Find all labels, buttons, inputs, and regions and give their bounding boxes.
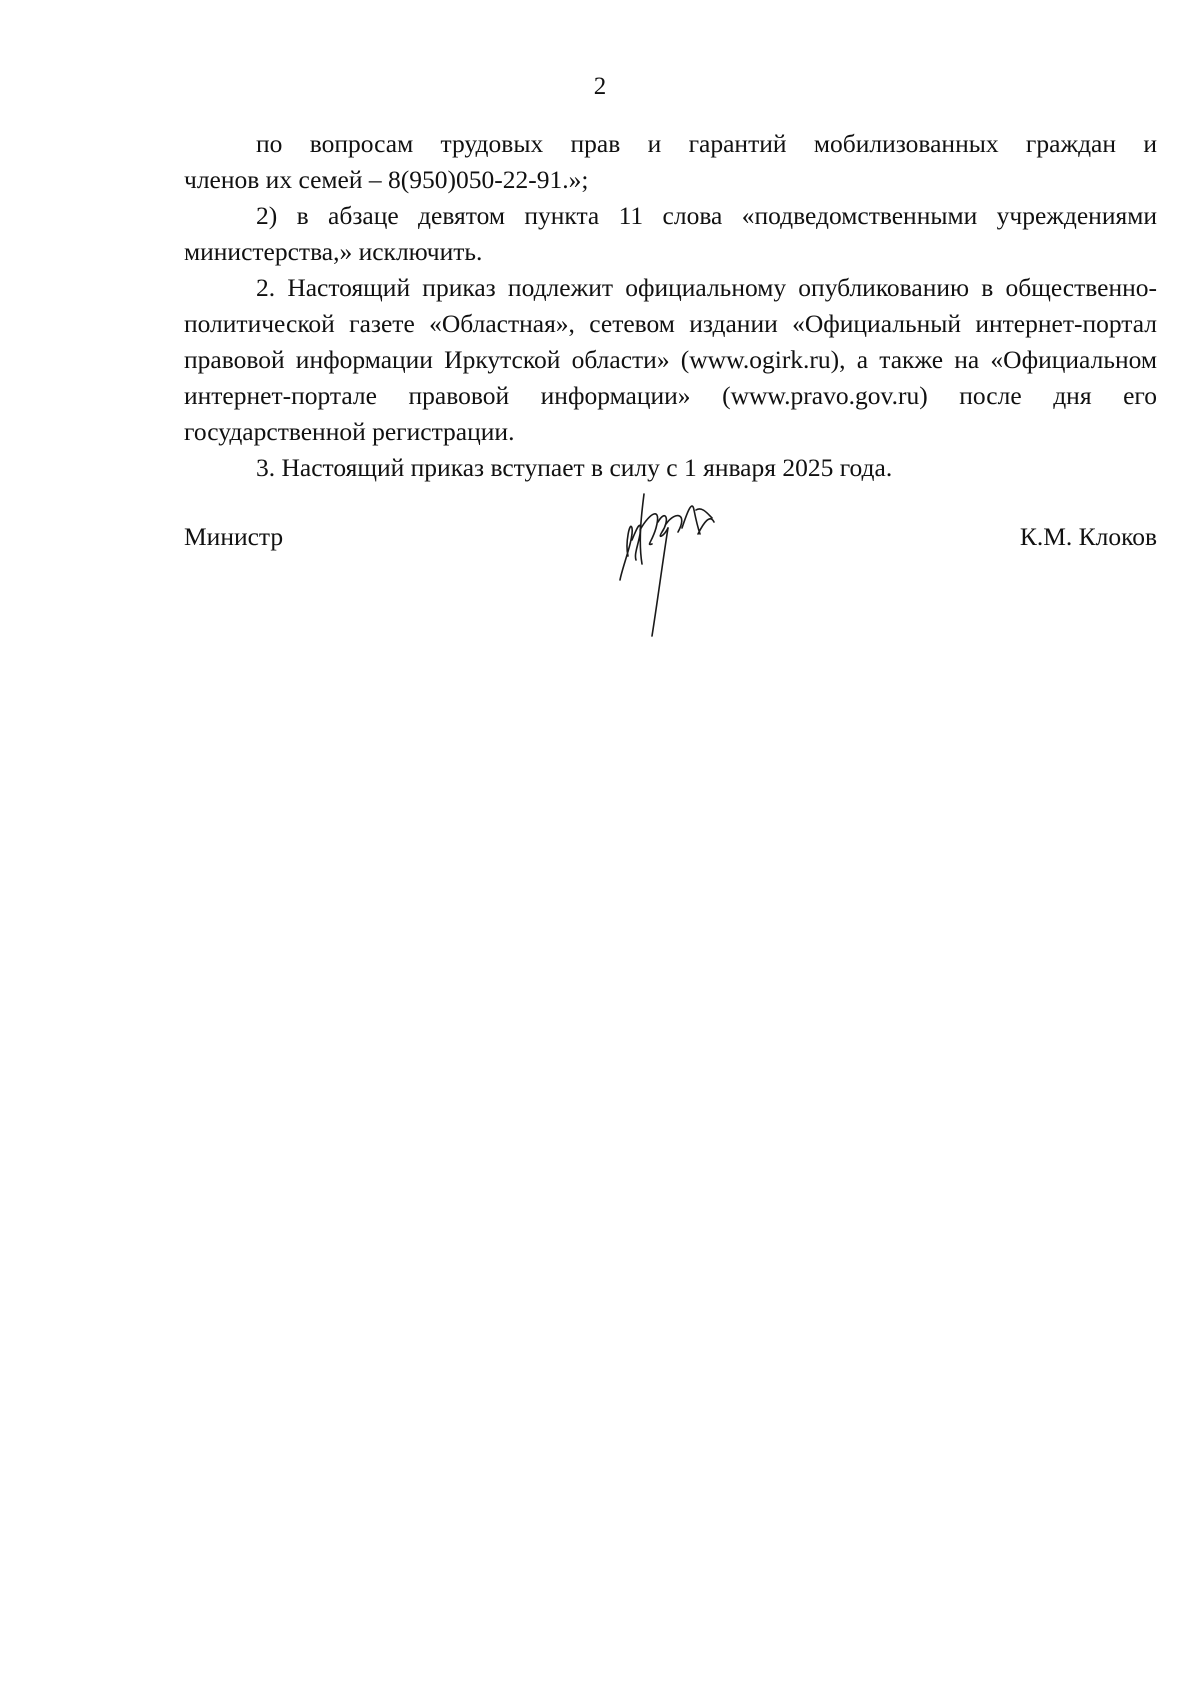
page-number: 2	[593, 73, 607, 100]
paragraph-item-2: 2) в абзаце девятом пункта 11 слова «подведомственными учреждениями министерства,» исключить.	[184, 201, 1157, 266]
signatory-name: К.М. Клоков	[1019, 522, 1157, 551]
paragraph-effective-date: 3. Настоящий приказ вступает в силу с 1 января 2025 года.	[256, 453, 893, 482]
document-body	[184, 126, 1157, 486]
handwritten-signature-icon	[612, 488, 762, 638]
paragraph-publication: 2. Настоящий приказ подлежит официальному опубликованию в общественно-политической газете «Областная», сетевом издании «Официальный интернет-портал правовой информации Иркутской области» (www.ogirk.ru), а также на «Официальном интернет-портале правовой информации» (www.pravo.gov.ru) после дня его государственной регистрации.	[184, 273, 1157, 446]
paragraph-line: по вопросам трудовых прав и гарантий мобилизованных граждан и	[256, 129, 1157, 158]
signatory-position: Министр	[184, 522, 284, 551]
paragraph-continuation	[184, 126, 1157, 198]
paragraph-line: членов их семей – 8(950)050-22-91.»;	[184, 165, 589, 194]
